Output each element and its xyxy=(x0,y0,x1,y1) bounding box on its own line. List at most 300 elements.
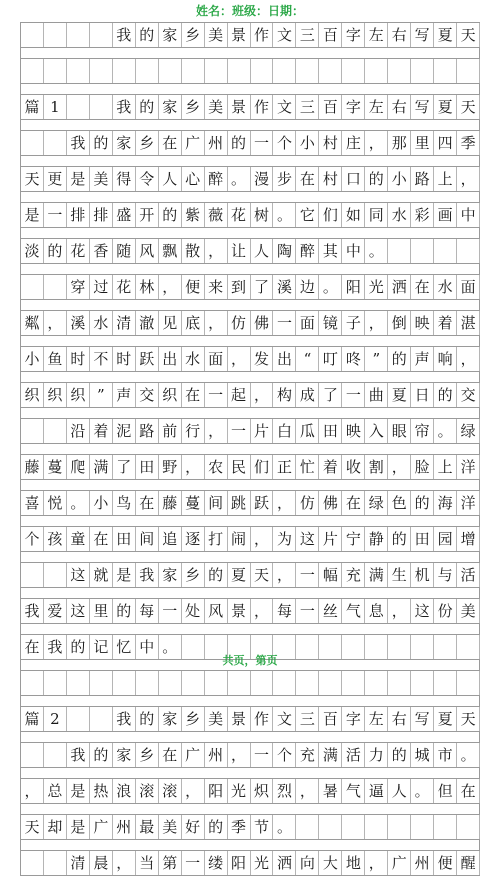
grid-cell: 总 xyxy=(44,779,67,803)
grid-cell: 我 xyxy=(44,635,67,659)
grid-cell xyxy=(228,671,251,695)
grid-cell: 右 xyxy=(388,707,411,731)
grid-cell: 出 xyxy=(273,347,296,371)
grid-cell xyxy=(411,815,434,839)
grid-cell: 夏 xyxy=(434,23,457,47)
grid-cell: 鱼 xyxy=(44,347,67,371)
grid-cell: 滚 xyxy=(136,779,159,803)
grid-cell: 田 xyxy=(113,527,136,551)
grid-cell: 声 xyxy=(411,347,434,371)
grid-cell: 充 xyxy=(342,563,365,587)
grid-cell: 面 xyxy=(457,275,480,299)
grid-cell xyxy=(411,671,434,695)
grid-cell: 上 xyxy=(434,167,457,191)
grid-cell xyxy=(90,707,113,731)
grid-cell xyxy=(251,671,274,695)
grid-cell: 小 xyxy=(90,491,113,515)
grid-cell: 不 xyxy=(90,347,113,371)
grid-cell xyxy=(319,815,342,839)
grid-cell: 间 xyxy=(136,527,159,551)
grid-cell: 水 xyxy=(434,275,457,299)
grid-cell: 在 xyxy=(411,275,434,299)
grid-cell: 缕 xyxy=(205,851,228,875)
grid-cell xyxy=(388,815,411,839)
grid-cell: 但 xyxy=(434,779,457,803)
row-spacer xyxy=(20,264,480,274)
grid-cell: 广 xyxy=(182,131,205,155)
grid-cell: 排 xyxy=(90,203,113,227)
grid-cell: 在 xyxy=(159,743,182,767)
grid-cell: 篇 xyxy=(21,95,44,119)
grid-cell: 一 xyxy=(296,563,319,587)
row-spacer xyxy=(20,372,480,382)
grid-cell: 满 xyxy=(365,563,388,587)
grid-cell: 字 xyxy=(342,707,365,731)
grid-cell: 喜 xyxy=(21,491,44,515)
grid-cell: 是 xyxy=(67,167,90,191)
grid-cell: 到 xyxy=(228,275,251,299)
grid-cell: 跳 xyxy=(228,491,251,515)
grid-cell xyxy=(365,671,388,695)
grid-cell: 香 xyxy=(90,239,113,263)
grid-cell: 口 xyxy=(342,167,365,191)
grid-cell: 晨 xyxy=(90,851,113,875)
grid-cell: 一 xyxy=(296,599,319,623)
grid-row xyxy=(20,310,480,336)
row-spacer xyxy=(20,120,480,130)
grid-cell: 着 xyxy=(434,311,457,335)
grid-cell: 右 xyxy=(388,95,411,119)
row-spacer xyxy=(20,300,480,310)
grid-cell: ， xyxy=(205,419,228,443)
grid-cell: 了 xyxy=(113,455,136,479)
grid-cell: 子 xyxy=(342,311,365,335)
grid-cell: 紫 xyxy=(182,203,205,227)
grid-cell: 是 xyxy=(67,815,90,839)
grid-cell: 交 xyxy=(457,383,480,407)
grid-cell: 天 xyxy=(251,563,274,587)
grid-cell: 人 xyxy=(159,167,182,191)
grid-cell: 家 xyxy=(113,131,136,155)
grid-cell: 发 xyxy=(251,347,274,371)
grid-cell: 1 xyxy=(44,95,67,119)
grid-cell: 面 xyxy=(296,311,319,335)
grid-cell: 们 xyxy=(319,203,342,227)
grid-cell: 丝 xyxy=(319,599,342,623)
grid-cell: 织 xyxy=(44,383,67,407)
grid-cell: 佛 xyxy=(251,311,274,335)
grid-cell: ， xyxy=(388,455,411,479)
grid-cell xyxy=(434,815,457,839)
grid-cell: 天 xyxy=(457,707,480,731)
grid-cell: 路 xyxy=(411,167,434,191)
grid-cell: 小 xyxy=(296,131,319,155)
grid-cell: 田 xyxy=(136,455,159,479)
grid-cell: ， xyxy=(251,527,274,551)
grid-cell xyxy=(365,815,388,839)
grid-cell: 力 xyxy=(365,743,388,767)
grid-cell: 百 xyxy=(319,707,342,731)
grid-cell: 乡 xyxy=(182,707,205,731)
grid-cell: 海 xyxy=(434,491,457,515)
grid-cell xyxy=(319,671,342,695)
grid-cell: 的 xyxy=(90,131,113,155)
grid-cell: 州 xyxy=(411,851,434,875)
row-spacer xyxy=(20,48,480,58)
grid-cell: 。 xyxy=(273,815,296,839)
grid-cell: 在 xyxy=(159,131,182,155)
grid-cell: 得 xyxy=(113,167,136,191)
grid-cell: ， xyxy=(159,275,182,299)
grid-cell: 夏 xyxy=(434,707,457,731)
grid-cell: 瓜 xyxy=(296,419,319,443)
grid-cell: 童 xyxy=(67,527,90,551)
grid-cell: 份 xyxy=(434,599,457,623)
grid-cell: 天 xyxy=(457,23,480,47)
grid-cell xyxy=(434,239,457,263)
grid-cell: 底 xyxy=(182,311,205,335)
row-spacer xyxy=(20,624,480,634)
grid-cell: 就 xyxy=(90,563,113,587)
grid-cell: ， xyxy=(205,311,228,335)
grid-cell: 树 xyxy=(251,203,274,227)
grid-cell: 在 xyxy=(182,383,205,407)
grid-cell: 地 xyxy=(342,851,365,875)
grid-row xyxy=(20,778,480,804)
grid-cell: 更 xyxy=(44,167,67,191)
grid-cell: 孩 xyxy=(44,527,67,551)
grid-cell: 藤 xyxy=(21,455,44,479)
grid-cell: 当 xyxy=(136,851,159,875)
grid-cell: 风 xyxy=(205,599,228,623)
grid-cell: 跃 xyxy=(251,491,274,515)
grid-cell: 色 xyxy=(388,491,411,515)
grid-cell: 美 xyxy=(90,167,113,191)
grid-cell: 左 xyxy=(365,707,388,731)
grid-cell: 这 xyxy=(67,599,90,623)
grid-cell: 的 xyxy=(44,239,67,263)
grid-cell xyxy=(159,671,182,695)
grid-cell: 绿 xyxy=(365,491,388,515)
grid-cell: 割 xyxy=(365,455,388,479)
page-footer: 共页，第页 xyxy=(222,654,278,667)
grid-cell: 澈 xyxy=(136,311,159,335)
grid-cell xyxy=(228,59,251,83)
grid-cell: 我 xyxy=(67,743,90,767)
grid-cell: ， xyxy=(365,311,388,335)
grid-cell: ， xyxy=(365,131,388,155)
grid-cell: 湛 xyxy=(457,311,480,335)
grid-cell: 帘 xyxy=(411,419,434,443)
grid-cell: 静 xyxy=(365,527,388,551)
grid-cell: 田 xyxy=(411,527,434,551)
grid-cell: 个 xyxy=(21,527,44,551)
grid-cell xyxy=(44,275,67,299)
grid-cell: 盛 xyxy=(113,203,136,227)
grid-cell: 景 xyxy=(228,707,251,731)
grid-cell: 庄 xyxy=(342,131,365,155)
grid-row xyxy=(20,166,480,192)
grid-cell xyxy=(251,59,274,83)
grid-cell: 城 xyxy=(411,743,434,767)
grid-cell xyxy=(205,671,228,695)
grid-cell xyxy=(205,59,228,83)
grid-cell: 的 xyxy=(113,599,136,623)
grid-cell: 随 xyxy=(113,239,136,263)
grid-cell xyxy=(457,815,480,839)
grid-cell: 机 xyxy=(411,563,434,587)
grid-cell: 乡 xyxy=(136,743,159,767)
grid-cell xyxy=(44,23,67,47)
grid-cell: 入 xyxy=(365,419,388,443)
row-spacer xyxy=(20,804,480,814)
grid-cell: 活 xyxy=(342,743,365,767)
grid-cell: 林 xyxy=(136,275,159,299)
grid-cell: 景 xyxy=(228,599,251,623)
grid-cell xyxy=(67,23,90,47)
grid-cell xyxy=(90,671,113,695)
grid-cell: 一 xyxy=(44,203,67,227)
grid-cell: 正 xyxy=(273,455,296,479)
grid-cell: 州 xyxy=(113,815,136,839)
grid-cell: 蔓 xyxy=(44,455,67,479)
grid-cell: 步 xyxy=(273,167,296,191)
grid-cell: 家 xyxy=(159,563,182,587)
grid-cell: 。 xyxy=(228,167,251,191)
grid-cell: 醉 xyxy=(296,239,319,263)
grid-cell xyxy=(411,239,434,263)
grid-cell: 的 xyxy=(67,635,90,659)
grid-cell: 片 xyxy=(251,419,274,443)
grid-cell: 了 xyxy=(319,383,342,407)
grid-cell: 逼 xyxy=(365,779,388,803)
grid-cell: 光 xyxy=(251,851,274,875)
grid-cell xyxy=(296,671,319,695)
grid-cell: ， xyxy=(228,347,251,371)
grid-row xyxy=(20,130,480,156)
grid-cell xyxy=(319,59,342,83)
grid-cell: 是 xyxy=(113,563,136,587)
grid-cell: 泥 xyxy=(113,419,136,443)
grid-cell: 家 xyxy=(159,707,182,731)
grid-cell: 追 xyxy=(159,527,182,551)
row-spacer xyxy=(20,84,480,94)
grid-cell xyxy=(342,671,365,695)
grid-cell: 爬 xyxy=(67,455,90,479)
grid-cell: 粼 xyxy=(21,311,44,335)
grid-cell: ， xyxy=(251,383,274,407)
grid-cell: 悦 xyxy=(44,491,67,515)
grid-cell: ， xyxy=(251,599,274,623)
grid-cell: 个 xyxy=(273,131,296,155)
grid-cell: 溪 xyxy=(273,275,296,299)
grid-cell: 州 xyxy=(205,131,228,155)
grid-cell: 便 xyxy=(182,275,205,299)
grid-cell: 的 xyxy=(434,383,457,407)
row-spacer xyxy=(20,768,480,778)
grid-cell xyxy=(67,707,90,731)
grid-cell: 洒 xyxy=(388,275,411,299)
grid-cell xyxy=(182,671,205,695)
grid-cell: 行 xyxy=(182,419,205,443)
grid-cell: 文 xyxy=(273,23,296,47)
grid-cell: 咚 xyxy=(342,347,365,371)
grid-cell xyxy=(296,815,319,839)
grid-cell: 醉 xyxy=(205,167,228,191)
grid-cell xyxy=(44,851,67,875)
grid-cell: 白 xyxy=(273,419,296,443)
grid-cell xyxy=(21,743,44,767)
grid-cell: 溪 xyxy=(67,311,90,335)
writing-grid xyxy=(20,22,480,876)
grid-cell xyxy=(113,59,136,83)
grid-cell: 其 xyxy=(319,239,342,263)
grid-cell: 彩 xyxy=(411,203,434,227)
grid-cell xyxy=(90,23,113,47)
grid-cell: 飘 xyxy=(159,239,182,263)
grid-cell xyxy=(273,671,296,695)
grid-cell: 洒 xyxy=(273,851,296,875)
grid-cell: 仿 xyxy=(228,311,251,335)
grid-row xyxy=(20,202,480,228)
grid-cell xyxy=(21,275,44,299)
grid-cell: 作 xyxy=(251,95,274,119)
row-spacer xyxy=(20,588,480,598)
grid-cell: 夏 xyxy=(228,563,251,587)
grid-cell: 淡 xyxy=(21,239,44,263)
grid-cell: 上 xyxy=(434,455,457,479)
grid-cell: 人 xyxy=(251,239,274,263)
grid-cell: 我 xyxy=(136,563,159,587)
grid-cell xyxy=(21,671,44,695)
grid-cell: 这 xyxy=(411,599,434,623)
grid-cell: 美 xyxy=(159,815,182,839)
grid-cell: 美 xyxy=(205,23,228,47)
grid-cell: 穿 xyxy=(67,275,90,299)
grid-cell: 一 xyxy=(159,599,182,623)
grid-cell xyxy=(365,59,388,83)
grid-cell: 这 xyxy=(296,527,319,551)
grid-cell: 光 xyxy=(365,275,388,299)
grid-cell xyxy=(159,59,182,83)
grid-cell xyxy=(67,95,90,119)
grid-cell: 爱 xyxy=(44,599,67,623)
grid-cell xyxy=(90,95,113,119)
grid-cell xyxy=(273,59,296,83)
grid-cell: 在 xyxy=(136,491,159,515)
grid-row xyxy=(20,670,480,696)
grid-cell: 的 xyxy=(205,563,228,587)
grid-cell: 时 xyxy=(113,347,136,371)
grid-cell: 阳 xyxy=(342,275,365,299)
grid-cell: 息 xyxy=(365,599,388,623)
grid-cell: 这 xyxy=(67,563,90,587)
grid-cell: 起 xyxy=(228,383,251,407)
grid-cell: 篇 xyxy=(21,707,44,731)
grid-cell: 季 xyxy=(457,131,480,155)
grid-cell xyxy=(434,671,457,695)
grid-cell: 一 xyxy=(273,311,296,335)
grid-cell: 光 xyxy=(228,779,251,803)
grid-cell: 中 xyxy=(136,635,159,659)
grid-cell: 的 xyxy=(388,743,411,767)
grid-cell xyxy=(21,59,44,83)
grid-cell: 蔓 xyxy=(182,491,205,515)
grid-cell: 过 xyxy=(90,275,113,299)
grid-cell: 四 xyxy=(434,131,457,155)
grid-cell: 左 xyxy=(365,23,388,47)
grid-cell: 我 xyxy=(21,599,44,623)
grid-cell xyxy=(136,59,159,83)
grid-cell xyxy=(21,23,44,47)
grid-cell: 日 xyxy=(411,383,434,407)
grid-cell: ， xyxy=(457,167,480,191)
grid-row xyxy=(20,94,480,120)
grid-cell: ， xyxy=(273,491,296,515)
row-spacer xyxy=(20,336,480,346)
grid-cell: 广 xyxy=(182,743,205,767)
grid-cell: 中 xyxy=(457,203,480,227)
grid-cell: 的 xyxy=(136,707,159,731)
grid-cell: 一 xyxy=(251,131,274,155)
grid-cell: 右 xyxy=(388,23,411,47)
grid-cell: 乡 xyxy=(182,563,205,587)
grid-cell: 天 xyxy=(21,815,44,839)
grid-cell: 佛 xyxy=(319,491,342,515)
grid-cell: 阳 xyxy=(228,851,251,875)
grid-cell: 是 xyxy=(21,203,44,227)
grid-cell: 绿 xyxy=(457,419,480,443)
grid-cell: ” xyxy=(90,383,113,407)
grid-cell: 那 xyxy=(388,131,411,155)
grid-cell: 叮 xyxy=(319,347,342,371)
grid-cell: 乡 xyxy=(182,95,205,119)
grid-cell: 令 xyxy=(136,167,159,191)
grid-cell xyxy=(296,59,319,83)
grid-cell: 为 xyxy=(273,527,296,551)
grid-cell xyxy=(434,59,457,83)
grid-cell: 乡 xyxy=(136,131,159,155)
grid-cell: 织 xyxy=(21,383,44,407)
grid-cell xyxy=(411,59,434,83)
grid-cell: 交 xyxy=(136,383,159,407)
grid-cell: 的 xyxy=(388,347,411,371)
grid-cell: 见 xyxy=(159,311,182,335)
grid-cell: 水 xyxy=(182,347,205,371)
grid-cell: 满 xyxy=(90,455,113,479)
grid-cell: ， xyxy=(388,599,411,623)
grid-cell: 水 xyxy=(388,203,411,227)
grid-cell: 文 xyxy=(273,95,296,119)
grid-cell: ， xyxy=(44,311,67,335)
grid-cell: 乡 xyxy=(182,23,205,47)
grid-cell: 在 xyxy=(296,167,319,191)
grid-cell: 间 xyxy=(205,491,228,515)
grid-row xyxy=(20,490,480,516)
row-spacer xyxy=(20,444,480,454)
grid-cell: 清 xyxy=(113,311,136,335)
grid-cell: 水 xyxy=(90,311,113,335)
grid-cell: 个 xyxy=(273,743,296,767)
grid-cell: ， xyxy=(228,743,251,767)
grid-cell: 季 xyxy=(228,815,251,839)
grid-row xyxy=(20,382,480,408)
grid-cell: 织 xyxy=(159,383,182,407)
grid-cell: 小 xyxy=(388,167,411,191)
grid-cell: 村 xyxy=(319,131,342,155)
grid-cell: 与 xyxy=(434,563,457,587)
grid-cell: 脸 xyxy=(411,455,434,479)
